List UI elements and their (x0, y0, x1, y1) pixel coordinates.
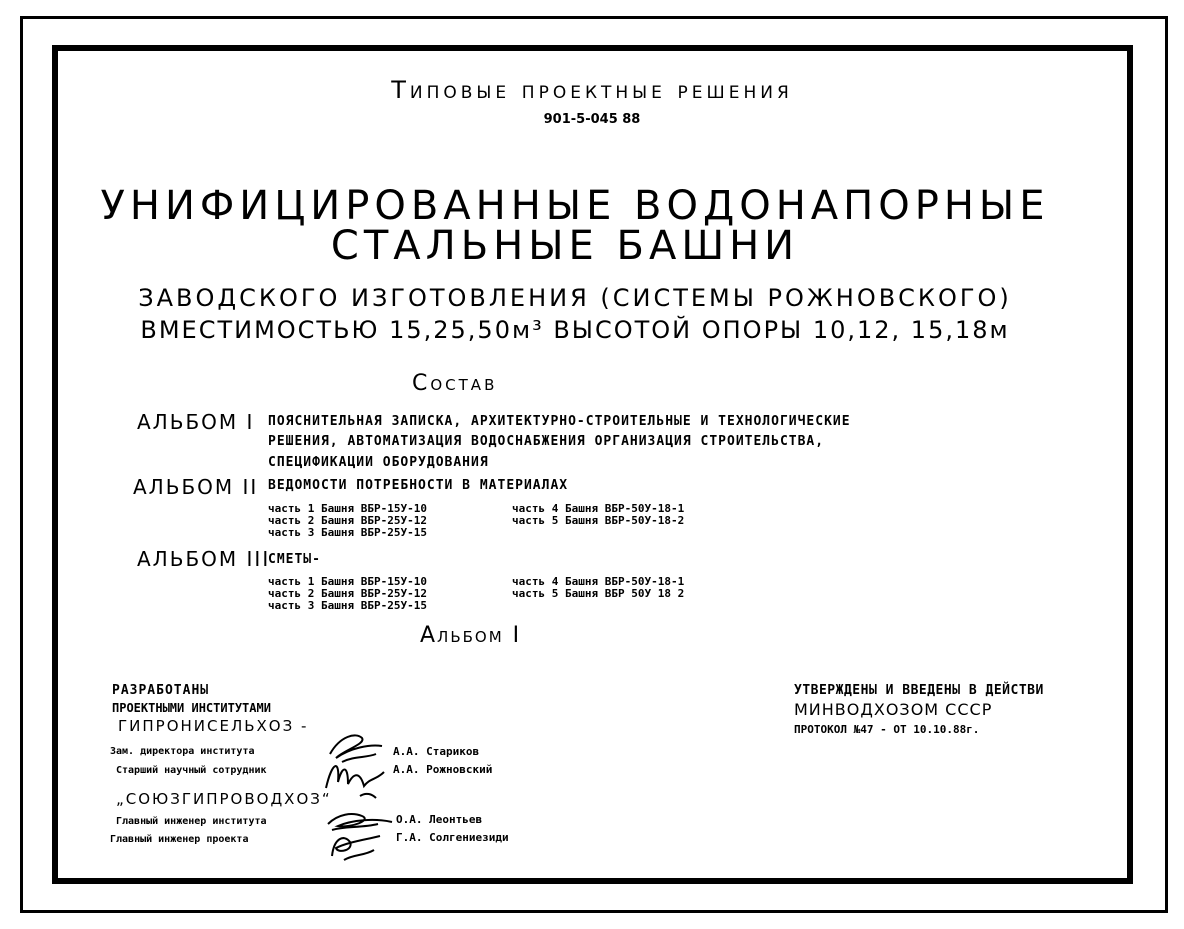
album-2-part-5: часть 5 Башня ВБР-50У-18-2 (512, 514, 685, 527)
album-2-label: АЛЬБОМ II (133, 475, 259, 499)
approval-line-1: УТВЕРЖДЕНЫ И ВВЕДЕНЫ В ДЕЙСТВИ (794, 683, 1044, 698)
album-2-part-1: часть 1 Башня ВБР-15У-10 (268, 502, 427, 515)
institute-1-role-2: Старший научный сотрудник (116, 765, 267, 776)
subtitle-line-2: ВМЕСТИМОСТЬЮ 15,25,50м³ ВЫСОТОЙ ОПОРЫ 10,12, 15,18м (140, 316, 1010, 344)
album-2-part-4: часть 4 Башня ВБР-50У-18-1 (512, 502, 685, 515)
institute-1-name-1: А.А. Стариков (393, 745, 480, 758)
developers-subheading: ПРОЕКТНЫМИ ИНСТИТУТАМИ (112, 701, 271, 715)
subtitle-line-1: ЗАВОДСКОГО ИЗГОТОВЛЕНИЯ (СИСТЕМЫ РОЖНОВСКОГО) (138, 284, 1012, 312)
institute-2: „СОЮЗГИПРОВОДХОЗ“ (116, 790, 332, 808)
contents-heading: Состав (412, 371, 498, 396)
institute-1-name-2: А.А. Рожновский (393, 763, 493, 776)
institute-2-name-2: Г.А. Солгениезиди (396, 831, 509, 844)
title-line-2: СТАЛЬНЫЕ БАШНИ (330, 223, 800, 269)
album-3-part-3: часть 3 Башня ВБР-25У-15 (268, 599, 427, 612)
album-2-part-3: часть 3 Башня ВБР-25У-15 (268, 526, 427, 539)
institute-2-role-2: Главный инженер проекта (110, 834, 249, 845)
institute-1: ГИПРОНИСЕЛЬХОЗ - (118, 717, 309, 735)
current-album: Альбом I (420, 623, 522, 648)
album-1-line-3: СПЕЦИФИКАЦИИ ОБОРУДОВАНИЯ (268, 455, 489, 470)
title-line-1: УНИФИЦИРОВАННЫЕ ВОДОНАПОРНЫЕ (100, 183, 1050, 229)
album-3-label: АЛЬБОМ III (137, 547, 271, 571)
developers-heading: РАЗРАБОТАНЫ (112, 683, 210, 698)
album-3-line-1: СМЕТЫ- (268, 552, 321, 567)
approval-line-3: ПРОТОКОЛ №47 - ОТ 10.10.88г. (794, 723, 980, 736)
album-2-line-1: ВЕДОМОСТИ ПОТРЕБНОСТИ В МАТЕРИАЛАХ (268, 478, 569, 493)
institute-1-role-1: Зам. директора института (110, 746, 255, 757)
institute-2-role-1: Главный инженер института (116, 816, 267, 827)
album-3-part-1: часть 1 Башня ВБР-15У-10 (268, 575, 427, 588)
album-1-line-2: РЕШЕНИЯ, АВТОМАТИЗАЦИЯ ВОДОСНАБЖЕНИЯ ОРГАНИЗАЦИЯ СТРОИТЕЛЬСТВА, (268, 434, 825, 449)
album-1-label: АЛЬБОМ I (137, 410, 255, 434)
album-3-part-2: часть 2 Башня ВБР-25У-12 (268, 587, 427, 600)
series-code: 901-5-045 88 (543, 112, 641, 127)
series-title: Типовые проектные решения (391, 76, 793, 104)
institute-2-name-1: О.А. Леонтьев (396, 813, 483, 826)
inner-frame (52, 45, 1133, 884)
approval-line-2: МИНВОДХОЗОМ СССР (794, 700, 993, 719)
album-2-part-2: часть 2 Башня ВБР-25У-12 (268, 514, 427, 527)
signature-2 (320, 752, 390, 802)
album-1-line-1: ПОЯСНИТЕЛЬНАЯ ЗАПИСКА, АРХИТЕКТУРНО-СТРОИТЕЛЬНЫЕ И ТЕХНОЛОГИЧЕСКИЕ (268, 414, 851, 429)
signature-4 (324, 828, 386, 864)
album-3-part-5: часть 5 Башня ВБР 50У 18 2 (512, 587, 685, 600)
album-3-part-4: часть 4 Башня ВБР-50У-18-1 (512, 575, 685, 588)
